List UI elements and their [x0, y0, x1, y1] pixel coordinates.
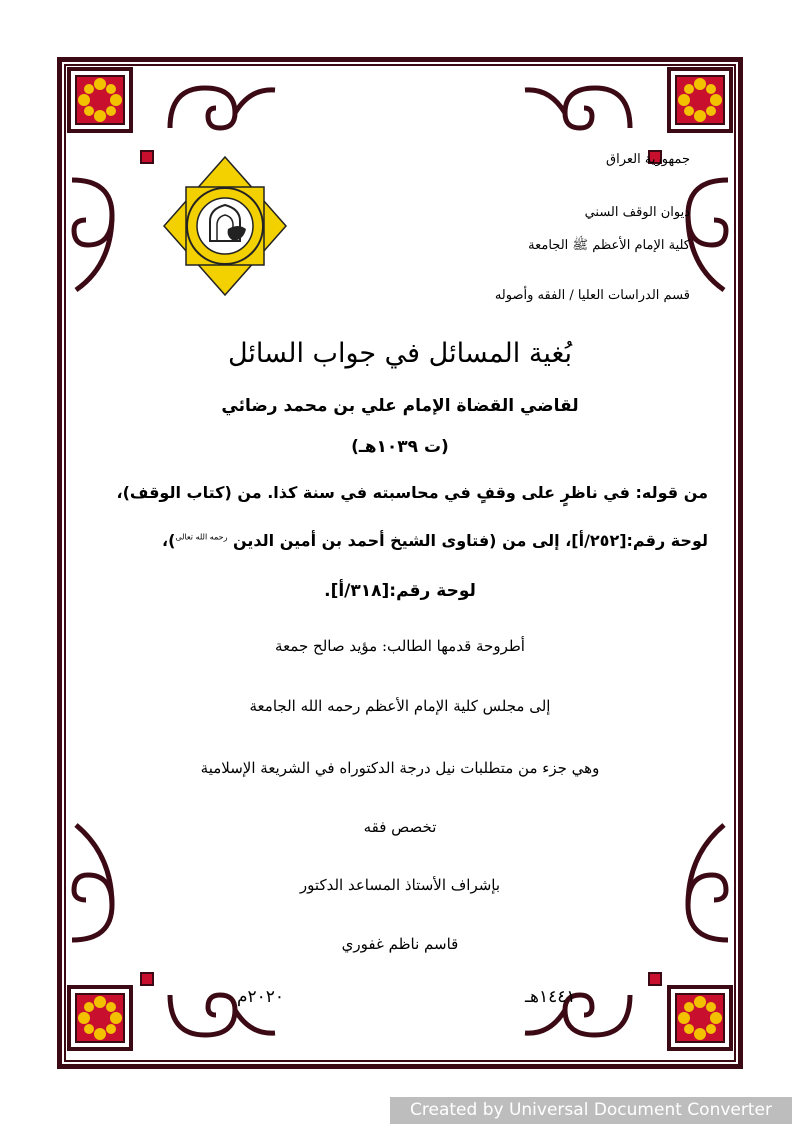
submission-degree: وهي جزء من متطلبات نيل درجة الدكتوراه في الشريعة الإسلامية	[200, 759, 600, 777]
book-title: بُغية المسائل في جواب السائل	[227, 338, 573, 369]
header-office: ديوان الوقف السني	[584, 205, 690, 220]
scope-line-2-honorific: رحمه الله تعالى	[175, 532, 228, 542]
ornament-square	[648, 972, 662, 986]
scope-line-3: لوحة رقم:[٣١٨/أ].	[324, 581, 476, 601]
scope-line-2-main: لوحة رقم:[٢٥٢/أ]، إلى من (فتاوى الشيخ أحمد بن أمين الدين	[233, 531, 708, 550]
corner-rosette-bottom-left	[67, 985, 133, 1051]
header-department: قسم الدراسات العليا / الفقه وأصوله	[494, 288, 690, 303]
header-country: جمهورية العراق	[606, 152, 690, 167]
corner-rosette-top-left	[67, 67, 133, 133]
supervision-label: بإشراف الأستاذ المساعد الدكتور	[299, 876, 501, 894]
submission-student: أطروحة قدمها الطالب: مؤيد صالح جمعة	[275, 637, 525, 655]
author-line: لقاضي القضاة الإمام علي بن محمد رضائي	[221, 396, 579, 416]
scope-line-2	[162, 531, 708, 550]
ornament-square	[140, 972, 154, 986]
header-college: كلية الإمام الأعظم ﷺ الجامعة	[528, 238, 690, 253]
submission-council: إلى مجلس كلية الإمام الأعظم رحمه الله الجامعة	[249, 697, 551, 715]
corner-rosette-bottom-right	[667, 985, 733, 1051]
ornament-square	[140, 150, 154, 164]
scroll-ornament-top-left	[160, 78, 280, 138]
scroll-ornament-right-upper	[682, 170, 734, 300]
scroll-ornament-left-upper	[66, 170, 118, 300]
supervisor-name: قاسم ناظم غفوري	[341, 935, 459, 953]
scope-line-1: من قوله: في ناظرٍ على وقفٍ في محاسبته في سنة كذا. من (كتاب الوقف)،	[116, 483, 708, 502]
date-gregorian: ٢٠٢٠م	[237, 987, 285, 1007]
converter-watermark: Created by Universal Document Converter	[390, 1097, 792, 1124]
scroll-ornament-top-right	[520, 78, 640, 138]
university-logo	[162, 155, 288, 297]
corner-rosette-top-right	[667, 67, 733, 133]
specialization: تخصص فقه	[363, 818, 437, 836]
scope-line-2-end: )،	[162, 531, 176, 550]
date-hijri: ١٤٤١هـ	[525, 987, 576, 1007]
death-date: (ت ١٠٣٩هـ)	[351, 437, 449, 457]
